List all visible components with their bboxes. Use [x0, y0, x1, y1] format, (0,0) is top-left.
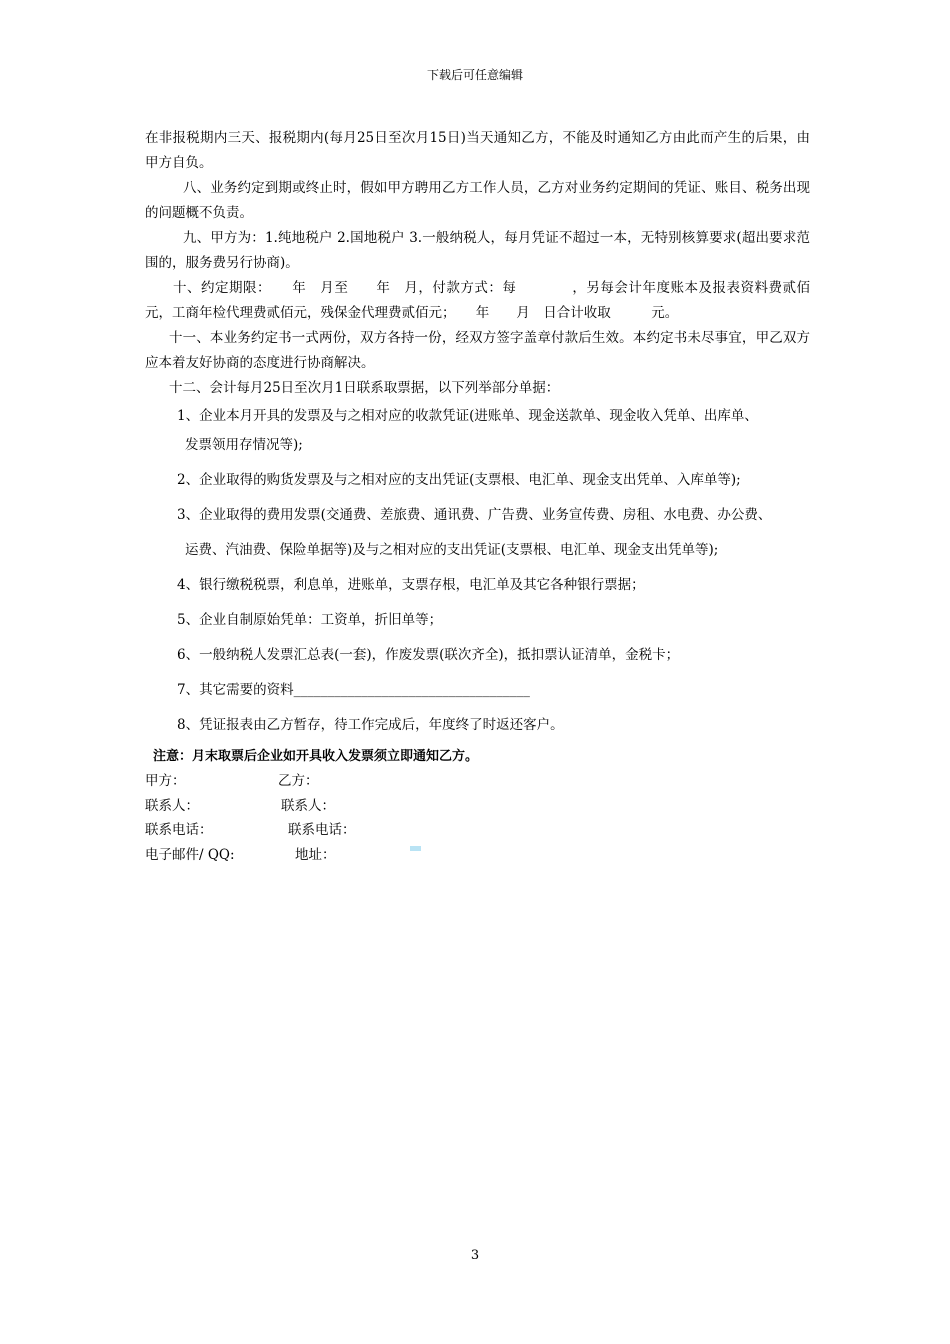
document-list — [145, 404, 810, 743]
email-a-label: 电子邮件/ QQ: — [145, 846, 235, 863]
contact-a-label: 联系人： — [145, 797, 199, 814]
list-item: 8、凭证报表由乙方暂存，待工作完成后，年度终了时返还客户。 — [177, 716, 564, 733]
list-item: 2、企业取得的购货发票及与之相对应的支出凭证(支票根、电汇单、现金支出凭单、入库单等); — [177, 471, 741, 488]
list-item: 3、企业取得的费用发票(交通费、差旅费、通讯费、广告费、业务宣传费、房租、水电费、办公费、 — [177, 506, 772, 523]
list-item: 7、其它需要的资料___________________________________ — [177, 681, 530, 698]
notice-text: 注意：月末取票后企业如开具收入发票须立即通知乙方。 — [153, 748, 479, 764]
list-item: 1、企业本月开具的发票及与之相对应的收款凭证(进账单、现金送款单、现金收入凭单、出库单、 — [177, 407, 758, 424]
contact-b-label: 联系人： — [281, 797, 335, 814]
highlight-mark — [410, 846, 421, 851]
signature-row — [145, 818, 810, 843]
paragraph-eleven: 十一、本业务约定书一式两份，双方各持一份，经双方签字盖章付款后生效。本约定书未尽事宜，甲乙双方应本着友好协商的态度进行协商解决。 — [145, 330, 810, 371]
page-number: 3 — [470, 1248, 480, 1263]
document-body — [145, 126, 810, 867]
phone-a-label: 联系电话： — [145, 822, 213, 838]
signature-row — [145, 769, 810, 794]
party-b-label: 乙方： — [278, 773, 319, 789]
phone-b-label: 联系电话： — [288, 822, 356, 838]
list-item: 6、一般纳税人发票汇总表(一套)，作废发票(联次齐全)，抵扣票认证清单，金税卡； — [177, 646, 680, 663]
list-item-continuation: 运费、汽油费、保险单据等)及与之相对应的支出凭证(支票根、电汇单、现金支出凭单等); — [185, 541, 719, 558]
list-item: 5、企业自制原始凭单：工资单，折旧单等； — [177, 611, 443, 628]
address-b-label: 地址： — [295, 846, 336, 863]
signature-row — [145, 843, 810, 868]
paragraph-twelve: 十二、会计每月25日至次月1日联系取票据，以下列举部分单据： — [169, 380, 560, 396]
page-header: 下载后可任意编辑 — [426, 68, 523, 82]
paragraph-eight: 八、业务约定到期或终止时，假如甲方聘用乙方工作人员，乙方对业务约定期间的凭证、账目、税务出现的问题概不负责。 — [145, 180, 810, 221]
party-a-label: 甲方： — [145, 773, 186, 789]
paragraph-notify: 在非报税期内三天、报税期内(每月25日至次月15日)当天通知乙方，不能及时通知乙方由此而产生的后果，由甲方自负。 — [145, 130, 810, 171]
list-item-continuation: 发票领用存情况等); — [185, 436, 303, 453]
paragraph-nine: 九、甲方为：1.纯地税户 2.国地税户 3.一般纳税人，每月凭证不超过一本，无特别核算要求(超出要求范围的，服务费另行协商)。 — [145, 230, 810, 271]
paragraph-ten: 十、约定期限： 年 月至 年 月，付款方式：每 ，另每会计年度账本及报表资料费贰佰元，工商年检代理费贰佰元，残保金代理费贰佰元； 年 月 日合计收取 元。 — [145, 280, 810, 321]
signature-row — [145, 794, 810, 819]
list-item: 4、银行缴税税票，利息单，进账单，支票存根，电汇单及其它各种银行票据； — [177, 576, 645, 593]
